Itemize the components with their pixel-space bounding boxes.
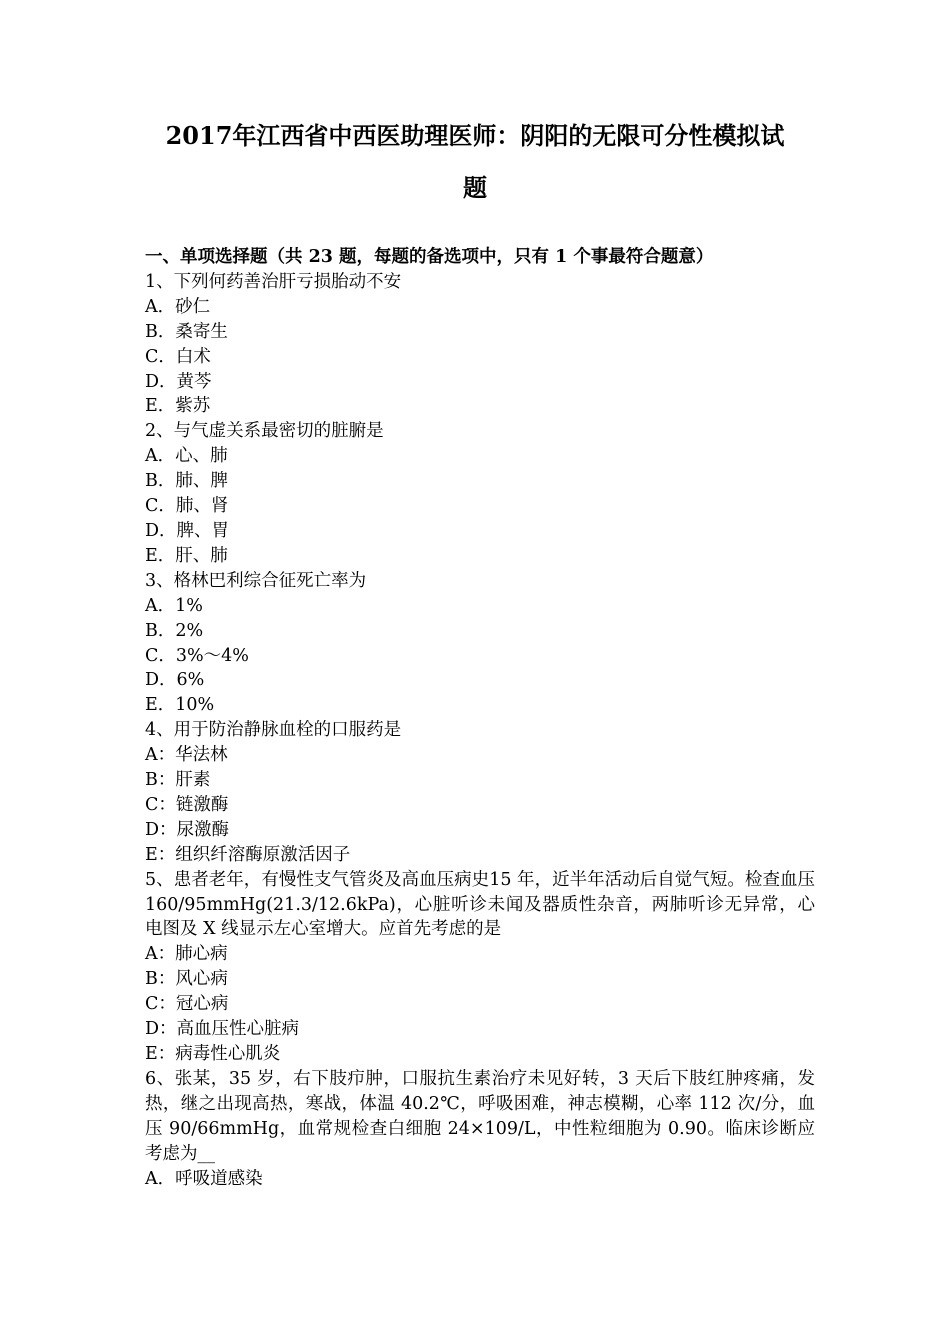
document-title-line-1: 2017年江西省中西医助理医师：阴阳的无限可分性模拟试	[165, 121, 785, 150]
question-1	[145, 270, 815, 419]
question-stem: 3、格林巴利综合征死亡率为	[145, 570, 367, 591]
option-d: D．脾、胃	[145, 520, 230, 541]
option-a: A：华法林	[145, 745, 228, 766]
question-4	[145, 718, 815, 867]
option-b: B．桑寄生	[145, 321, 228, 342]
question-3	[145, 569, 815, 718]
option-d: D．黄芩	[145, 371, 212, 392]
option-b: B：风心病	[145, 969, 228, 990]
option-a: A．呼吸道感染	[145, 1168, 263, 1189]
option-a: A：肺心病	[145, 944, 228, 965]
option-a: A．砂仁	[145, 296, 211, 317]
option-d: D：尿激酶	[145, 819, 230, 840]
question-stem: 4、用于防治静脉血栓的口服药是	[145, 720, 402, 741]
option-c: C．肺、肾	[145, 496, 229, 517]
option-e: E．10%	[145, 695, 215, 716]
question-5	[145, 868, 815, 1067]
question-6	[145, 1067, 815, 1192]
option-c: C：链激酶	[145, 794, 229, 815]
question-stem: 1、下列何药善治肝亏损胎动不安	[145, 271, 402, 292]
option-b: B：肝素	[145, 770, 211, 791]
option-c: C．白术	[145, 346, 211, 367]
question-stem: 2、与气虚关系最密切的脏腑是	[145, 421, 384, 442]
option-a: A．心、肺	[145, 446, 228, 467]
question-2	[145, 419, 815, 568]
option-e: E：病毒性心肌炎	[145, 1044, 281, 1064]
option-e: E．肝、肺	[145, 545, 228, 566]
option-c: C．3%～4%	[145, 645, 249, 666]
question-stem: 5、患者老年，有慢性支气管炎及高血压病史15 年，近半年活动后自觉气短。检查血压 160/95mmHg(21.3/12.6kPa)，心脏听诊未闻及器质性杂音，两肺听诊无异常，心电图及 X 线显示左心室增大。应首先考虑的是	[145, 869, 815, 940]
option-c: C：冠心病	[145, 994, 229, 1015]
document-title-line-2: 题	[463, 173, 487, 202]
question-stem: 6、张某，35 岁，右下肢疖肿，口服抗生素治疗未见好转，3 天后下肢红肿疼痛，发热，继之出现高热，寒战，体温 40.2℃，呼吸困难，神志模糊，心率 112 次/分，血压 90/66mmHg，血常规检查白细胞 24×109/L，中性粒细胞为 0.90。临床诊断应考虑为__	[145, 1068, 815, 1164]
option-a: A．1%	[145, 595, 203, 616]
option-d: D：高血压性心脏病	[145, 1019, 300, 1040]
option-b: B．2%	[145, 620, 204, 641]
option-b: B．肺、脾	[145, 471, 228, 492]
section-header: 一、单项选择题（共 23 题，每题的备选项中，只有 1 个事最符合题意）	[145, 247, 714, 267]
option-e: E：组织纤溶酶原激活因子	[145, 844, 351, 865]
document-body	[145, 245, 815, 1191]
option-d: D．6%	[145, 670, 205, 691]
option-e: E．紫苏	[145, 396, 211, 417]
